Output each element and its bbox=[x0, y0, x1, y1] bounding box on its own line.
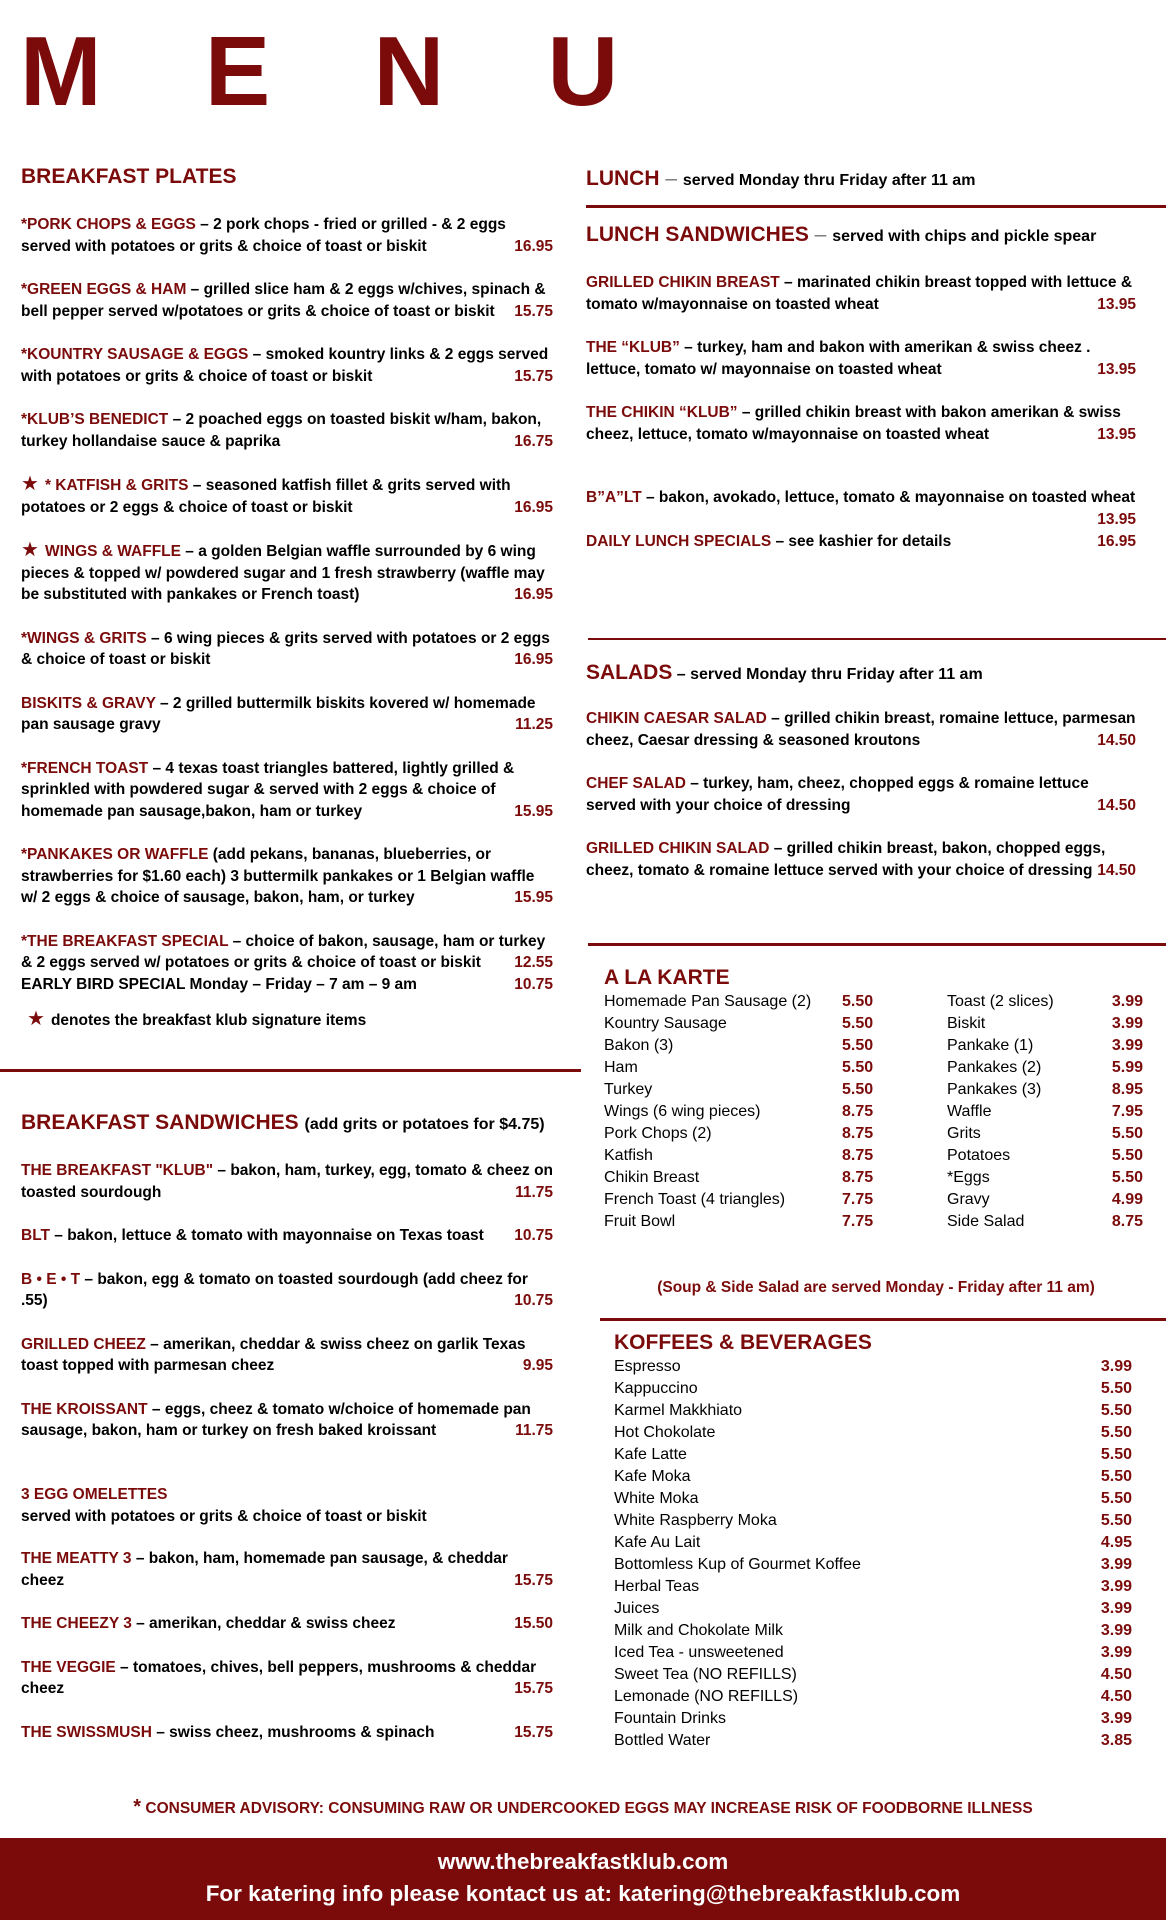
a-la-karte-table bbox=[604, 991, 1144, 1233]
beverage-price: 3.99 bbox=[1100, 1622, 1132, 1639]
item-name: WINGS & WAFFLE bbox=[44, 543, 181, 560]
item-description: – smoked kountry links & 2 eggs served with potatoes or grits & choice of toast or biskit bbox=[21, 346, 549, 385]
item-name: *KLUB’S BENEDICT bbox=[21, 411, 169, 428]
item-description: – 2 poached eggs on toasted biskit w/ham, bakon, turkey hollandaise sauce & paprika bbox=[21, 411, 542, 450]
advisory-text: CONSUMER ADVISORY: CONSUMING RAW OR UNDERCOOKED EGGS MAY INCREASE RISK OF FOODBORNE ILLNESS bbox=[145, 1800, 1033, 1817]
star-icon: ★ bbox=[21, 473, 39, 495]
section-subheading: served Monday thru Friday after 11 am bbox=[682, 172, 976, 189]
breakfast-sandwiches-list bbox=[21, 1160, 553, 1464]
item-name: *PORK CHOPS & EGGS bbox=[21, 216, 196, 233]
asterisk: * bbox=[133, 1796, 142, 1818]
item-name: B”A”LT bbox=[586, 489, 642, 506]
menu-item bbox=[586, 838, 1136, 881]
karte-item-price: 8.75 bbox=[842, 1125, 874, 1142]
beverage-price: 3.99 bbox=[1100, 1556, 1132, 1573]
beverage-price: 5.50 bbox=[1100, 1512, 1132, 1529]
a-la-karte-row bbox=[604, 1123, 1144, 1145]
karte-item-name: Bakon (3) bbox=[604, 1037, 674, 1054]
item-name: *KOUNTRY SAUSAGE & EGGS bbox=[21, 346, 249, 363]
beverage-item bbox=[614, 1642, 1132, 1664]
beverage-name: White Moka bbox=[614, 1490, 699, 1507]
karte-item-price: 8.75 bbox=[842, 1103, 874, 1120]
beverage-price: 3.99 bbox=[1100, 1644, 1132, 1661]
karte-item-price: 8.75 bbox=[842, 1147, 874, 1164]
item-price: 15.75 bbox=[514, 1680, 553, 1697]
omelettes-list bbox=[21, 1548, 553, 1765]
beverage-item bbox=[614, 1532, 1132, 1554]
item-description: (add pekans, bananas, blueberries, or strawberries for $1.60 each) 3 buttermilk pankakes or 1 Belgian waffle w/ 2 eggs & choice of sausage, bakon, ham, or turkey bbox=[21, 846, 535, 906]
beverage-name: Herbal Teas bbox=[614, 1578, 700, 1595]
early-bird-label: EARLY BIRD SPECIAL Monday – Friday – 7 am – 9 am bbox=[21, 975, 417, 993]
lunch-sandwiches-list bbox=[586, 272, 1136, 574]
karte-item-price: 8.75 bbox=[842, 1169, 874, 1186]
item-price: 15.75 bbox=[514, 1571, 553, 1589]
omelettes-section bbox=[21, 1484, 553, 1527]
karte-item-price: 5.50 bbox=[842, 1081, 874, 1098]
menu-item bbox=[21, 628, 553, 671]
karte-item-price: 5.50 bbox=[842, 1015, 874, 1032]
beverage-item bbox=[614, 1378, 1132, 1400]
karte-item-name: Wings (6 wing pieces) bbox=[604, 1103, 761, 1120]
karte-item-name: Ham bbox=[604, 1059, 638, 1076]
a-la-karte-note: (Soup & Side Salad are served Monday - Friday after 11 am) bbox=[657, 1279, 1095, 1296]
beverage-price: 5.50 bbox=[1100, 1490, 1132, 1507]
item-description: – bakon, egg & tomato on toasted sourdough (add cheez for .55) bbox=[21, 1270, 528, 1309]
beverage-item bbox=[614, 1598, 1132, 1620]
karte-item-name: Homemade Pan Sausage (2) bbox=[604, 993, 812, 1010]
star-icon: ★ bbox=[21, 539, 39, 561]
karte-item-name: Side Salad bbox=[947, 1213, 1025, 1230]
karte-item-price: 5.99 bbox=[1111, 1059, 1143, 1076]
menu-item bbox=[21, 1225, 553, 1247]
beverage-name: Bottled Water bbox=[614, 1732, 711, 1749]
karte-item-price: 8.75 bbox=[1111, 1213, 1143, 1230]
item-name: BISKITS & GRAVY bbox=[21, 694, 156, 712]
karte-item-name: Chikin Breast bbox=[604, 1169, 700, 1186]
beverage-name: Fountain Drinks bbox=[614, 1710, 727, 1727]
item-description: – grilled chikin breast, romaine lettuce, parmesan cheez, Caesar dressing & seasoned kroutons bbox=[586, 710, 1136, 749]
item-price: 16.95 bbox=[514, 237, 553, 255]
beverage-name: Hot Chokolate bbox=[614, 1424, 716, 1441]
section-subheading: – served Monday thru Friday after 11 am bbox=[672, 666, 983, 683]
lunch-section bbox=[586, 166, 1136, 194]
item-price: 16.75 bbox=[514, 432, 553, 450]
beverage-name: Kafe Au Lait bbox=[614, 1534, 701, 1551]
item-name: CHIKIN CAESAR SALAD bbox=[586, 710, 767, 727]
beverage-item bbox=[614, 1466, 1132, 1488]
beverage-item bbox=[614, 1400, 1132, 1422]
menu-item bbox=[21, 1548, 553, 1591]
item-name: *WINGS & GRITS bbox=[21, 629, 147, 647]
karte-item-price: 4.99 bbox=[1111, 1191, 1143, 1208]
item-price: 13.95 bbox=[1097, 425, 1136, 443]
karte-item-name: Biskit bbox=[947, 1015, 986, 1032]
beverage-item bbox=[614, 1510, 1132, 1532]
beverage-price: 3.99 bbox=[1100, 1600, 1132, 1617]
karte-item-price: 3.99 bbox=[1111, 993, 1143, 1010]
beverage-item bbox=[614, 1422, 1132, 1444]
karte-item-price: 5.50 bbox=[1111, 1169, 1143, 1186]
item-price: 16.95 bbox=[1097, 532, 1136, 550]
beverage-price: 3.99 bbox=[1100, 1578, 1132, 1595]
item-price: 16.95 bbox=[514, 651, 553, 668]
beverage-item bbox=[614, 1356, 1132, 1378]
item-name: THE VEGGIE bbox=[21, 1658, 116, 1676]
karte-item-name: Pankake (1) bbox=[947, 1037, 1034, 1054]
item-description: – amerikan, cheddar & swiss cheez on garlik Texas toast topped with parmesan cheez bbox=[21, 1335, 526, 1374]
menu-item bbox=[21, 1722, 553, 1744]
lunch-sandwiches-section bbox=[586, 222, 1136, 250]
a-la-karte-row bbox=[604, 1145, 1144, 1167]
item-price: 16.95 bbox=[514, 586, 553, 603]
early-bird-price: 10.75 bbox=[514, 975, 553, 993]
karte-item-name: Kountry Sausage bbox=[604, 1015, 727, 1032]
item-name: THE SWISSMUSH bbox=[21, 1723, 152, 1741]
beverage-name: Bottomless Kup of Gourmet Koffee bbox=[614, 1556, 861, 1573]
item-description: – choice of bakon, sausage, ham or turkey & 2 eggs served w/ potatoes or grits & choice of toast or biskit bbox=[21, 932, 546, 971]
beverage-price: 5.50 bbox=[1100, 1380, 1132, 1397]
menu-item bbox=[21, 344, 553, 387]
item-name: THE “KLUB” bbox=[586, 339, 680, 356]
consumer-advisory bbox=[0, 1796, 1166, 1819]
katering-contact[interactable]: For katering info please kontact us at: katering@thebreakfastklub.com bbox=[205, 1881, 961, 1906]
item-description: – eggs, cheez & tomato w/choice of homemade pan sausage, bakon, ham or turkey on fresh baked kroissant bbox=[21, 1400, 531, 1439]
a-la-karte-row bbox=[604, 1101, 1144, 1123]
section-heading-a-la-karte: A LA KARTE bbox=[604, 966, 730, 989]
item-price: 15.75 bbox=[514, 1723, 553, 1741]
menu-item bbox=[21, 214, 553, 257]
item-name: *THE BREAKFAST SPECIAL bbox=[21, 932, 229, 950]
menu-item bbox=[21, 758, 553, 823]
menu-item bbox=[586, 487, 1136, 528]
beverage-name: White Raspberry Moka bbox=[614, 1512, 777, 1529]
menu-item bbox=[21, 844, 553, 909]
item-price: 9.95 bbox=[522, 1357, 553, 1374]
beverage-price: 5.50 bbox=[1100, 1402, 1132, 1419]
item-name: * KATFISH & GRITS bbox=[44, 477, 189, 494]
karte-item-price: 7.75 bbox=[842, 1191, 874, 1208]
salads-list bbox=[586, 708, 1136, 903]
beverage-item bbox=[614, 1686, 1132, 1708]
item-description: – grilled chikin breast with bakon amerikan & swiss cheez, lettuce, tomato w/mayonnaise on toasted wheat bbox=[586, 404, 1121, 443]
item-name: THE MEATTY 3 bbox=[21, 1550, 132, 1567]
a-la-karte-row bbox=[604, 1167, 1144, 1189]
dash: – bbox=[814, 223, 827, 246]
beverage-item bbox=[614, 1620, 1132, 1642]
divider bbox=[586, 205, 1166, 208]
item-name: *FRENCH TOAST bbox=[21, 759, 149, 777]
item-price: 13.95 bbox=[1097, 295, 1136, 313]
karte-item-price: 3.99 bbox=[1111, 1015, 1143, 1032]
menu-item bbox=[21, 1613, 553, 1635]
menu-item-breakfast-special bbox=[21, 931, 553, 974]
a-la-karte-row bbox=[604, 1189, 1144, 1211]
karte-item-name: Pankakes (3) bbox=[947, 1081, 1042, 1098]
item-description: – swiss cheez, mushrooms & spinach bbox=[151, 1723, 435, 1741]
item-price: 15.50 bbox=[514, 1615, 553, 1632]
menu-item bbox=[586, 708, 1136, 751]
item-description: – grilled chikin breast, bakon, chopped eggs, cheez, tomato & romaine lettuce served with your choice of dressing bbox=[586, 840, 1106, 879]
item-price: 11.75 bbox=[515, 1183, 553, 1201]
beverage-item bbox=[614, 1554, 1132, 1576]
beverage-price: 3.99 bbox=[1100, 1358, 1132, 1375]
beverage-price: 4.50 bbox=[1100, 1666, 1132, 1683]
item-price: 16.95 bbox=[514, 498, 553, 516]
beverage-name: Lemonade (NO REFILLS) bbox=[614, 1688, 799, 1705]
menu-title: M E N U bbox=[20, 16, 657, 126]
a-la-karte-row bbox=[604, 1035, 1144, 1057]
divider bbox=[600, 1318, 1166, 1321]
section-subheading: served with potatoes or grits & choice of toast or biskit bbox=[21, 1507, 427, 1525]
karte-item-price: 5.50 bbox=[842, 1059, 874, 1076]
beverage-item bbox=[614, 1664, 1132, 1686]
beverage-price: 5.50 bbox=[1100, 1468, 1132, 1485]
karte-item-price: 7.95 bbox=[1111, 1103, 1143, 1120]
karte-item-price: 8.95 bbox=[1111, 1081, 1143, 1098]
item-price: 10.75 bbox=[514, 1292, 553, 1309]
item-price: 15.95 bbox=[514, 889, 553, 906]
beverage-name: Espresso bbox=[614, 1358, 681, 1375]
beverage-price: 4.95 bbox=[1100, 1534, 1132, 1551]
beverage-price: 5.50 bbox=[1100, 1424, 1132, 1441]
breakfast-sandwiches-section bbox=[21, 1110, 553, 1138]
item-name: *PANKAKES OR WAFFLE bbox=[21, 846, 209, 863]
item-description: – amerikan, cheddar & swiss cheez bbox=[131, 1615, 396, 1632]
early-bird-special bbox=[21, 974, 553, 996]
item-description: – grilled slice ham & 2 eggs w/chives, spinach & bell pepper served w/potatoes or grits & choice of toast or biskit bbox=[21, 281, 546, 320]
item-description: – bakon, lettuce & tomato with mayonnaise on Texas toast bbox=[49, 1227, 484, 1244]
item-price: 15.75 bbox=[514, 367, 553, 385]
beverage-item bbox=[614, 1444, 1132, 1466]
menu-item bbox=[21, 474, 553, 518]
karte-item-name: Gravy bbox=[947, 1191, 990, 1208]
item-price: 10.75 bbox=[514, 1227, 553, 1244]
beverage-price: 3.99 bbox=[1100, 1710, 1132, 1727]
beverage-item bbox=[614, 1730, 1132, 1752]
karte-item-name: Katfish bbox=[604, 1147, 653, 1164]
item-description: – bakon, avokado, lettuce, tomato & mayonnaise on toasted wheat bbox=[641, 489, 1136, 506]
item-price: 15.95 bbox=[514, 802, 553, 820]
beverage-name: Sweet Tea (NO REFILLS) bbox=[614, 1666, 797, 1683]
menu-item bbox=[21, 279, 553, 322]
item-price: 11.25 bbox=[515, 716, 553, 733]
section-subheading: (add grits or potatoes for $4.75) bbox=[304, 1116, 545, 1133]
karte-item-name: Turkey bbox=[604, 1081, 653, 1098]
item-price: 13.95 bbox=[1097, 360, 1136, 378]
karte-item-price: 5.50 bbox=[1111, 1147, 1143, 1164]
menu-item bbox=[586, 773, 1136, 816]
menu-item bbox=[21, 1269, 553, 1312]
section-heading-breakfast-sandwiches: BREAKFAST SANDWICHES bbox=[21, 1111, 299, 1134]
beverage-name: Juices bbox=[614, 1600, 660, 1617]
karte-item-price: 5.50 bbox=[842, 993, 874, 1010]
item-description: – marinated chikin breast topped with lettuce & tomato w/mayonnaise on toasted wheat bbox=[586, 274, 1133, 313]
beverage-name: Kafe Latte bbox=[614, 1446, 687, 1463]
breakfast-plates-section bbox=[21, 164, 553, 190]
a-la-karte-section bbox=[604, 965, 1144, 1233]
item-price: 14.50 bbox=[1097, 731, 1136, 749]
karte-item-name: Waffle bbox=[947, 1103, 992, 1120]
karte-item-name: Fruit Bowl bbox=[604, 1213, 676, 1230]
item-name: BLT bbox=[21, 1227, 50, 1244]
item-description: – turkey, ham and bakon with amerikan & swiss cheez . lettuce, tomato w/ mayonnaise on toasted wheat bbox=[586, 339, 1091, 378]
karte-item-name: Grits bbox=[947, 1125, 981, 1142]
section-heading-lunch: LUNCH bbox=[586, 167, 660, 190]
beverage-name: Kappuccino bbox=[614, 1380, 698, 1397]
item-description: – bakon, ham, homemade pan sausage, & cheddar cheez bbox=[21, 1550, 508, 1589]
item-description: – tomatoes, chives, bell peppers, mushrooms & cheddar cheez bbox=[21, 1658, 537, 1697]
karte-item-name: Pankakes (2) bbox=[947, 1059, 1042, 1076]
item-description: – 4 texas toast triangles battered, lightly grilled & sprinkled with powdered sugar & served with 2 eggs & choice of homemade pan sausage,bakon, ham or turkey bbox=[21, 759, 515, 820]
beverage-item bbox=[614, 1488, 1132, 1510]
item-price: 13.95 bbox=[1097, 510, 1136, 528]
karte-item-name: Potatoes bbox=[947, 1147, 1011, 1164]
beverage-item bbox=[614, 1708, 1132, 1730]
menu-item bbox=[586, 337, 1136, 380]
item-name: THE CHEEZY 3 bbox=[21, 1615, 132, 1632]
website-link[interactable]: www.thebreakfastklub.com bbox=[437, 1849, 729, 1874]
item-name: THE CHIKIN “KLUB” bbox=[586, 404, 738, 421]
section-heading-omelettes: 3 EGG OMELETTES bbox=[21, 1486, 168, 1503]
a-la-karte-row bbox=[604, 1057, 1144, 1079]
item-name: GRILLED CHIKIN BREAST bbox=[586, 274, 780, 291]
salads-section bbox=[586, 660, 1136, 688]
menu-item bbox=[21, 1334, 553, 1377]
beverage-name: Karmel Makkhiato bbox=[614, 1402, 743, 1419]
breakfast-plates-list bbox=[21, 214, 553, 1032]
beverage-name: Iced Tea - unsweetened bbox=[614, 1644, 784, 1661]
item-description: – 2 pork chops - fried or grilled - & 2 eggs served with potatoes or grits & choice of toast or biskit bbox=[21, 216, 506, 255]
beverages-list bbox=[614, 1356, 1154, 1752]
item-description: – see kashier for details bbox=[771, 532, 952, 550]
item-description: – 2 grilled buttermilk biskits kovered w/ homemade pan sausage gravy bbox=[21, 694, 536, 733]
section-heading-lunch-sandwiches: LUNCH SANDWICHES bbox=[586, 223, 809, 246]
karte-item-price: 5.50 bbox=[842, 1037, 874, 1054]
a-la-karte-row bbox=[604, 1211, 1144, 1233]
item-name: THE KROISSANT bbox=[21, 1400, 148, 1418]
divider bbox=[588, 638, 1166, 640]
section-heading-breakfast-plates: BREAKFAST PLATES bbox=[21, 165, 237, 188]
divider bbox=[0, 1069, 581, 1072]
beverage-price: 4.50 bbox=[1100, 1688, 1132, 1705]
item-name: THE BREAKFAST "KLUB" bbox=[21, 1162, 214, 1179]
item-price: 15.75 bbox=[514, 302, 553, 320]
a-la-karte-row bbox=[604, 1013, 1144, 1035]
item-description: – seasoned katfish fillet & grits served with potatoes or 2 eggs & choice of toast or biskit bbox=[21, 477, 511, 516]
karte-item-price: 3.99 bbox=[1111, 1037, 1143, 1054]
menu-item bbox=[21, 540, 553, 606]
beverage-name: Milk and Chokolate Milk bbox=[614, 1622, 783, 1639]
item-price: 12.55 bbox=[514, 954, 553, 971]
item-name: CHEF SALAD bbox=[586, 775, 686, 792]
menu-item bbox=[21, 409, 553, 452]
section-heading-salads: SALADS bbox=[586, 661, 673, 684]
beverage-name: Kafe Moka bbox=[614, 1468, 691, 1485]
karte-item-name: *Eggs bbox=[947, 1169, 990, 1186]
footer bbox=[0, 1838, 1166, 1920]
a-la-karte-row bbox=[604, 991, 1144, 1013]
karte-item-name: Toast (2 slices) bbox=[947, 993, 1054, 1010]
dash: – bbox=[665, 167, 678, 190]
section-heading-beverages: KOFFEES & BEVERAGES bbox=[614, 1331, 872, 1354]
karte-item-name: Pork Chops (2) bbox=[604, 1125, 712, 1142]
star-icon: ★ bbox=[27, 1008, 45, 1030]
signature-note bbox=[21, 1009, 553, 1032]
signature-note-text: denotes the breakfast klub signature items bbox=[50, 1012, 367, 1029]
beverage-price: 5.50 bbox=[1100, 1446, 1132, 1463]
menu-item bbox=[586, 272, 1136, 315]
karte-item-price: 5.50 bbox=[1111, 1125, 1143, 1142]
item-price: 14.50 bbox=[1097, 796, 1136, 814]
item-price: 11.75 bbox=[515, 1422, 553, 1439]
section-subheading: served with chips and pickle spear bbox=[832, 228, 1097, 245]
beverage-item bbox=[614, 1576, 1132, 1598]
item-name: GRILLED CHIKIN SALAD bbox=[586, 840, 770, 857]
item-name: B • E • T bbox=[21, 1270, 81, 1288]
beverages-section bbox=[614, 1330, 1154, 1752]
item-description: – a golden Belgian waffle surrounded by 6 wing pieces & topped w/ powdered sugar and 1 fresh strawberry (waffle may be substituted with pankakes or French toast) bbox=[21, 543, 545, 603]
menu-item bbox=[586, 402, 1136, 445]
item-name: *GREEN EGGS & HAM bbox=[21, 281, 187, 298]
item-description: – 6 wing pieces & grits served with potatoes or 2 eggs & choice of toast or biskit bbox=[21, 629, 550, 668]
item-description: – turkey, ham, cheez, chopped eggs & romaine lettuce served with your choice of dressing bbox=[586, 775, 1089, 814]
menu-item bbox=[21, 1657, 553, 1700]
menu-item bbox=[21, 693, 553, 736]
karte-item-name: French Toast (4 triangles) bbox=[604, 1191, 786, 1208]
menu-item bbox=[21, 1399, 553, 1442]
beverage-price: 3.85 bbox=[1100, 1732, 1132, 1749]
a-la-karte-row bbox=[604, 1079, 1144, 1101]
menu-item bbox=[21, 1160, 553, 1203]
karte-item-price: 7.75 bbox=[842, 1213, 874, 1230]
item-name: DAILY LUNCH SPECIALS bbox=[586, 532, 772, 550]
item-price: 14.50 bbox=[1097, 861, 1136, 879]
divider bbox=[588, 943, 1166, 946]
item-description: – bakon, ham, turkey, egg, tomato & cheez on toasted sourdough bbox=[21, 1162, 554, 1201]
menu-item bbox=[586, 531, 1136, 553]
item-name: GRILLED CHEEZ bbox=[21, 1335, 146, 1353]
